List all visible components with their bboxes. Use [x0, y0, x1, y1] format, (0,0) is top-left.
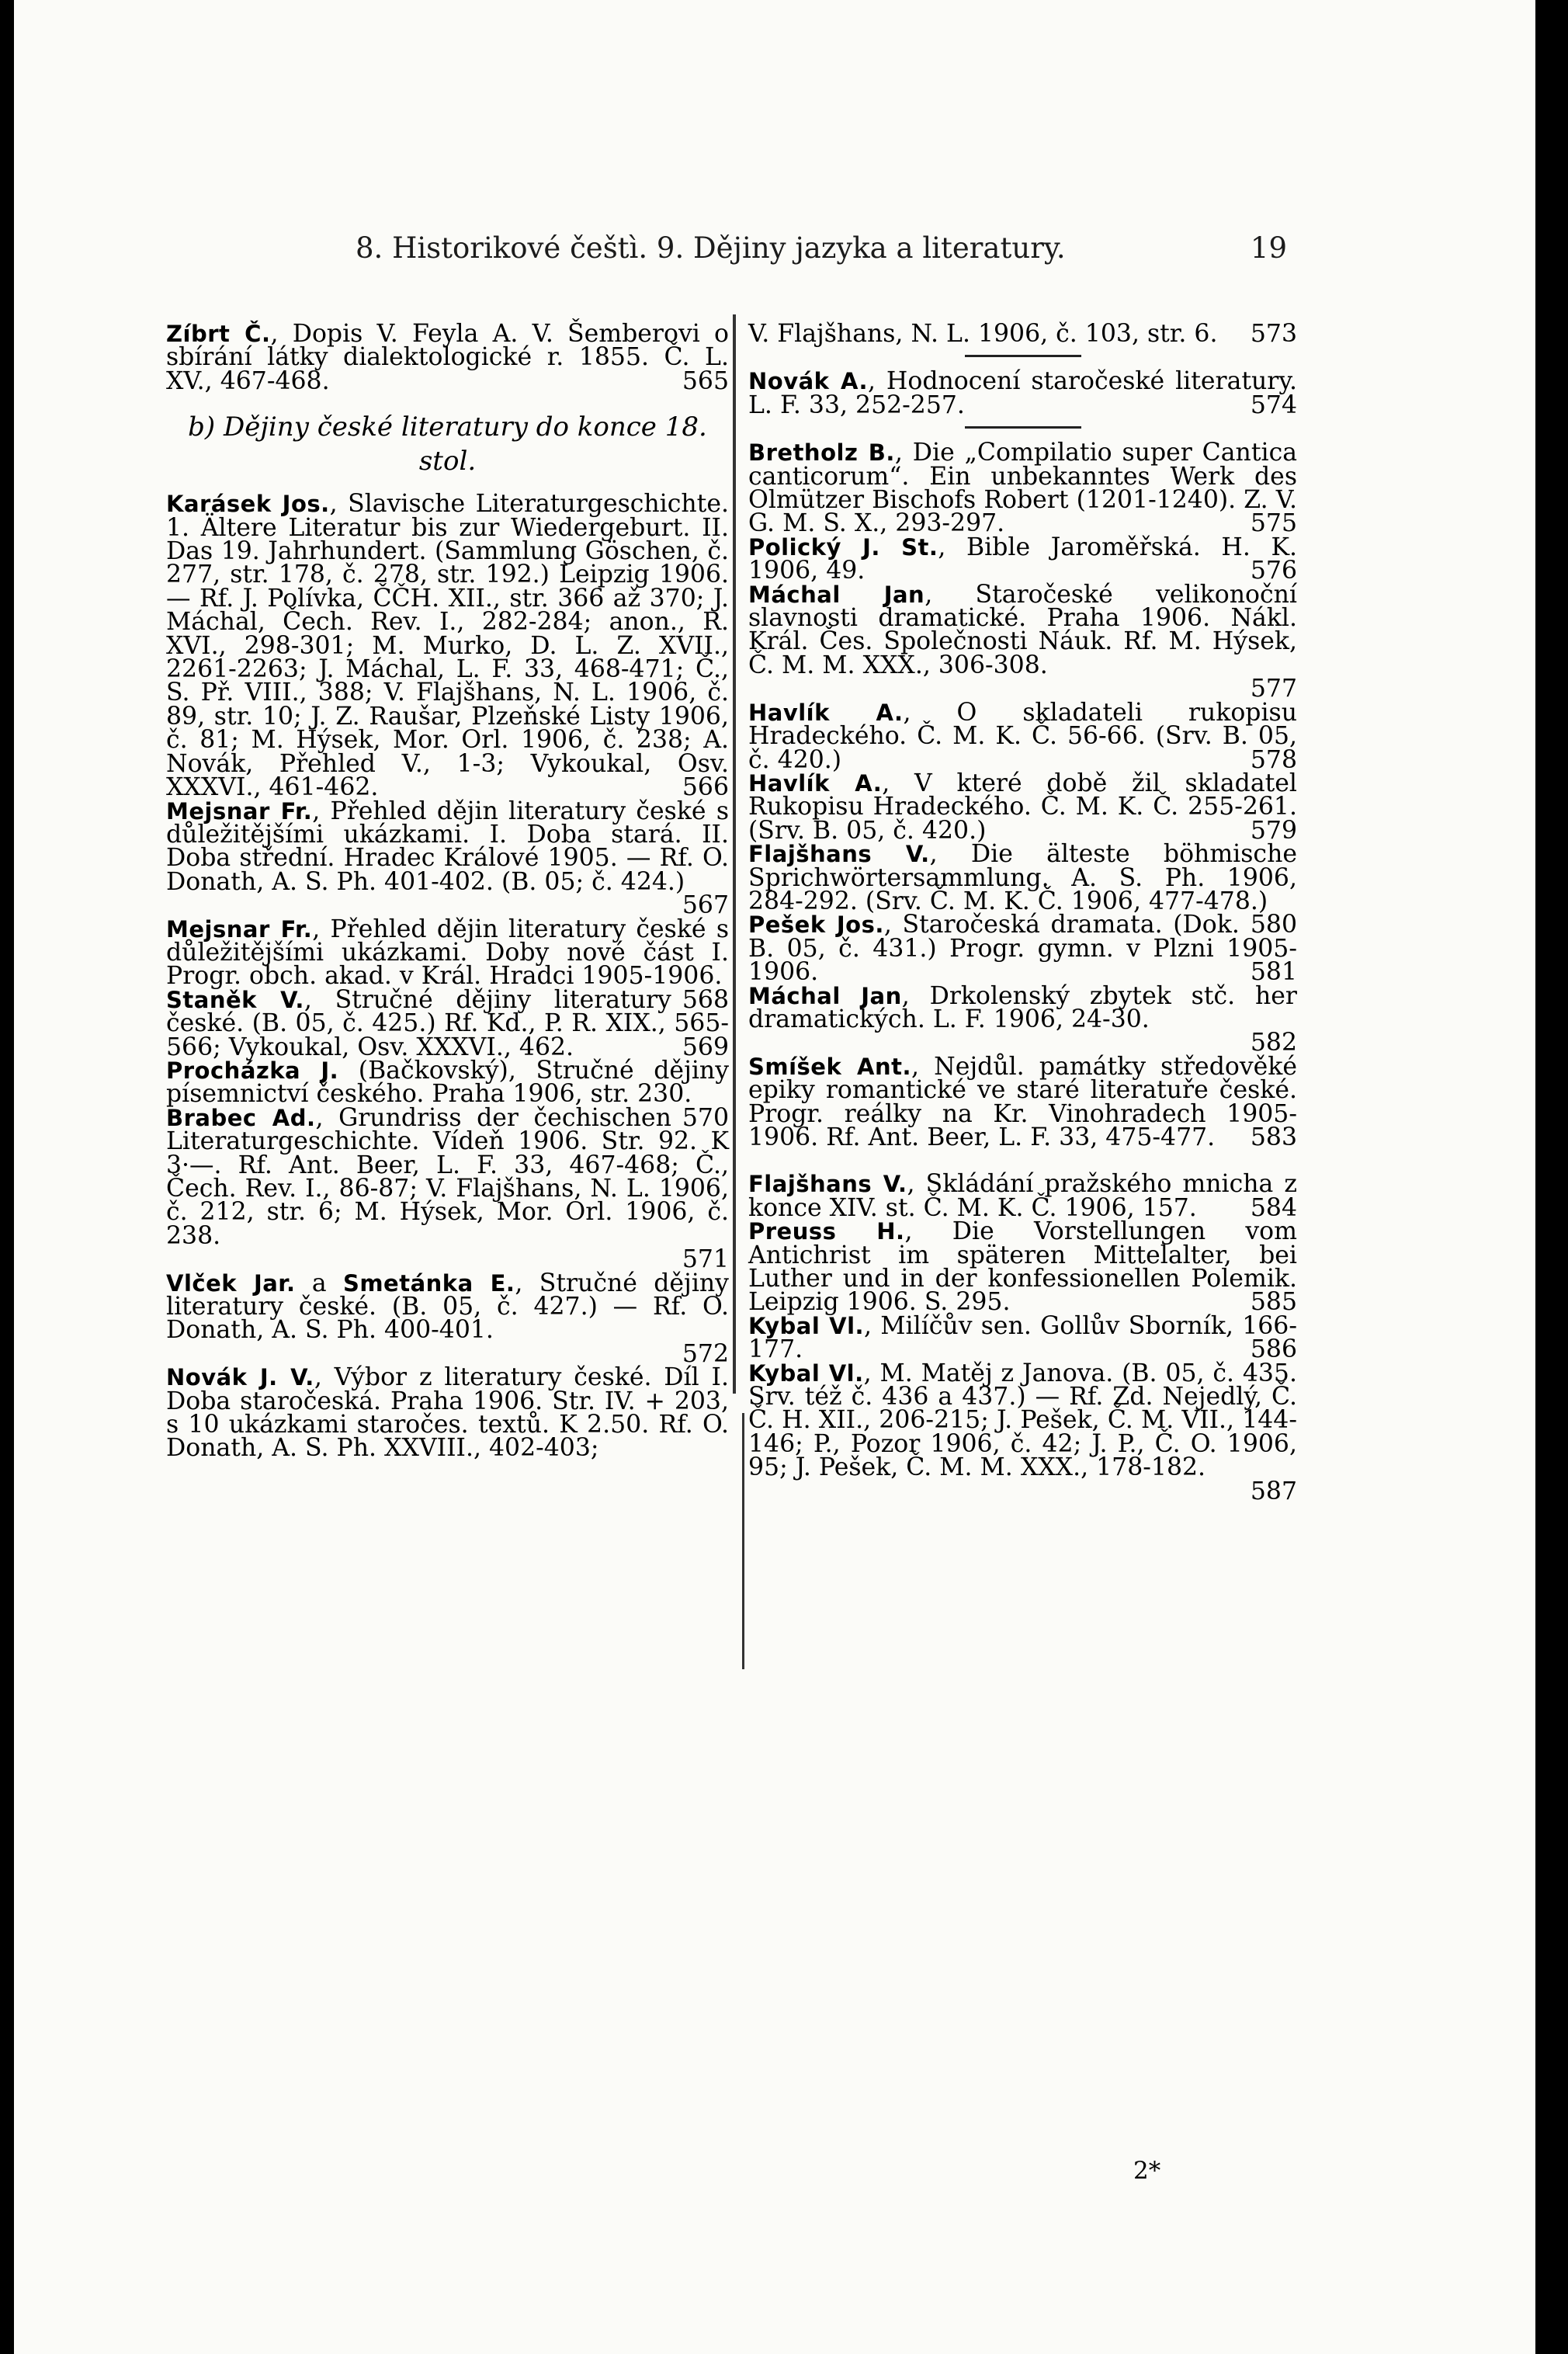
entry-text: , Slavische Literaturgeschichte. 1. Ältere Literatur bis zur Wiedergeburt. II. Das 19. Jahrhundert. (Sammlung Göschen, č. 277, str. 178, č. 278, str. 192.) Leipzig 1906. — Rf. J. Polívka, ČČH. XII., str. 366 až 370; J. Máchal, Čech. Rev. I., 282-284; anon., R. XVI., 298-301; M. Murko, D. L. Z. XVII., 2261-2263; J. Máchal, L. F. 33, 468-471; Č., S. Př. VIII., 388; V. Flajšhans, N. L. 1906, č. 89, str. 10; J. Z. Raušar, Plzeňské Listy 1906, č. 81; M. Hýsek, Mor. Orl. 1906, č. 238; A. Novák, Přehled V., 1-3; Vykoukal, Osv. XXXVI., 461-462.	[166, 490, 729, 802]
entry-number: 575	[1250, 509, 1297, 538]
entry-585	[748, 1217, 1297, 1317]
entry-author: Máchal Jan	[748, 581, 925, 608]
entry-text: , M. Matěj z Janova. (B. 05, č. 435. Srv. též č. 436 a 437.) — Rf. Zd. Nejedlý, Č. Č. H. XII., 206-215; J. Pešek, Č. M. VII., 144-146; P., Pozor 1906, č. 42; J. P., Č. O. 1906, 95; J. Pešek, Č. M. M. XXX., 178-182.	[748, 1359, 1297, 1482]
printer-signature: 2*	[1133, 2157, 1161, 2185]
entry-author: Kybal Vl.	[748, 1312, 865, 1339]
entry-number: 573	[1250, 320, 1297, 348]
entry-author: Novák J. V.	[166, 1364, 314, 1391]
entry-577	[748, 580, 1298, 703]
right-column	[748, 322, 1297, 1503]
entry-text: , Skládání pražského mnicha z konce XIV. st. Č. M. K. Č. 1906, 157.	[748, 1170, 1297, 1222]
entry-565	[166, 322, 729, 393]
entry-author: Mejsnar Fr.	[166, 915, 313, 943]
scan-edge	[0, 0, 14, 2354]
entry-574	[748, 367, 1297, 419]
entry-author: Havlík A.	[748, 699, 904, 726]
entry-author: Novák A.	[748, 368, 868, 395]
entry-583	[748, 1052, 1297, 1151]
section-heading: b) Dějiny české literatury do konce 18. stol.	[188, 411, 707, 477]
separator-rule	[965, 355, 1081, 357]
entry-number: 572	[682, 1339, 729, 1368]
entry-number: 587	[1250, 1477, 1297, 1505]
entry-567	[166, 797, 729, 920]
entry-author: Smíšek Ant.	[748, 1053, 911, 1080]
entry-number: 574	[1250, 391, 1297, 419]
entry-text: , Stručné dějiny literatury české. (B. 05, č. 427.) — Rf. O. Donath, A. S. Ph. 400-401.	[166, 1269, 729, 1345]
entry-number: 582	[1250, 1029, 1297, 1057]
entry-text: , Stručné dějiny literatury české. (B. 05, č. 425.) Rf. Kd., P. R. XIX., 565-566; Vykoukal, Osv. XXXVI., 462.	[166, 985, 729, 1061]
entry-author: Procházka J.	[166, 1057, 339, 1084]
entry-author-second: Smetánka E.	[342, 1269, 515, 1297]
entry-573-start	[166, 1363, 729, 1463]
entry-581	[748, 911, 1297, 987]
entry-author: Flajšhans V.	[748, 841, 930, 868]
entry-text: , Přehled dějin literatury české s důležitějšími ukázkami. I. Doba stará. II. Doba střední. Hradec Králové 1905. — Rf. O. Donath, A. S. Ph. 401-402. (B. 05; č. 424.)	[166, 797, 729, 896]
entry-586	[748, 1311, 1297, 1364]
entry-text: , Hodnocení staročeské literatury. L. F. 33, 252-257.	[748, 367, 1297, 419]
entry-author: Flajšhans V.	[748, 1171, 907, 1198]
entry-number: 568	[682, 985, 729, 1014]
entry-text: , Grundriss der čechischen Literaturgeschichte. Vídeň 1906. Str. 92. K 3·—. Rf. Ant. Beer, L. F. 33, 467-468; Č., Čech. Rev. I., 86-87; V. Flajšhans, N. L. 1906, č. 212, str. 6; M. Hýsek, Mor. Orl. 1906, č. 238.	[166, 1103, 729, 1250]
entry-number: 580	[1250, 911, 1297, 939]
entry-587	[748, 1359, 1297, 1505]
entry-text: , Drkolenský zbytek stč. her dramatických. L. F. 1906, 24-30.	[748, 981, 1297, 1033]
entry-number: 577	[1250, 675, 1297, 703]
entry-number: 569	[682, 1033, 729, 1061]
entry-text: , Die Vorstellungen vom Antichrist im späteren Mittelalter, bei Luther und in der konfessionellen Polemik. Leipzig 1906. S. 295.	[748, 1217, 1297, 1317]
running-header	[356, 231, 1287, 265]
entry-number: 586	[1250, 1335, 1297, 1364]
entry-text: , V které době žil skladatel Rukopisu Hradeckého. Č. M. K. Č. 255-261. (Srv. B. 05, č. 420.)	[748, 769, 1297, 845]
separator-rule	[965, 426, 1081, 429]
spacer	[748, 1149, 1297, 1172]
entry-584	[748, 1172, 1297, 1220]
entry-569	[166, 985, 729, 1061]
entry-text: , Nejdůl. památky středověké epiky romantické ve staré literatuře české. Progr. reálky na Kr. Vinohradech 1905-1906. Rf. Ant. Beer, L. F. 33, 475-477.	[748, 1052, 1297, 1151]
entry-author: Polický J. St.	[748, 533, 938, 561]
entry-566	[166, 490, 729, 802]
entry-number: 566	[682, 773, 729, 802]
entry-number: 571	[682, 1245, 729, 1274]
entry-author: Preuss H.	[748, 1218, 905, 1245]
header-title: 8. Historikové češtì. 9. Dějiny jazyka a literatury.	[356, 231, 1066, 265]
entry-text: (Bačkovský), Stručné dějiny písemnictví českého. Praha 1906, str. 230.	[166, 1056, 730, 1109]
entry-number: 581	[1250, 958, 1297, 987]
entry-author: Pešek Jos.	[748, 911, 884, 939]
entry-author: Kybal Vl.	[748, 1359, 864, 1387]
entry-text: , Die „Compilatio super Cantica canticorum“. Ein unbekanntes Werk des Olmützer Bischofs Robert (1201-1240). Z. V. G. M. S. X., 293-297.	[748, 439, 1297, 538]
entry-text: , Přehled dějin literatury české s důležitějšími ukázkami. Doby nové část I. Progr. obch. akad. v Král. Hradci 1905-1906.	[166, 915, 729, 991]
entry-579	[748, 769, 1297, 845]
entry-number: 578	[1250, 745, 1297, 774]
entry-author: Máchal Jan	[748, 982, 902, 1009]
entry-578	[748, 698, 1297, 774]
entry-author: Vlček Jar.	[166, 1269, 296, 1297]
entry-number: 584	[1250, 1193, 1297, 1222]
entry-number: 583	[1250, 1123, 1297, 1151]
entry-number: 567	[682, 891, 729, 920]
entry-author: Havlík A.	[748, 769, 883, 797]
entry-text-connector: a	[295, 1269, 343, 1297]
entry-number: 576	[1250, 557, 1297, 585]
entry-text: , Bible Jaroměřská. H. K. 1906, 49.	[748, 533, 1297, 585]
left-column	[166, 320, 730, 1463]
entry-author: Mejsnar Fr.	[166, 797, 313, 825]
entry-number: 565	[682, 366, 729, 395]
entry-author: Brabec Ad.	[166, 1104, 316, 1131]
page-number: 19	[1250, 231, 1287, 265]
entry-text: , Dopis V. Feyla A. V. Šemberovi o sbírání látky dialektologické r. 1855. Č. L. XV., 467-468.	[166, 320, 729, 395]
entry-573-end	[748, 320, 1297, 348]
entry-text: , Die älteste böhmische Sprichwörtersammlung. A. S. Ph. 1906, 284-292. (Srv. Č. M. K. Č. 1906, 477-478.)	[748, 840, 1297, 915]
entry-572	[166, 1269, 729, 1368]
entry-571	[166, 1103, 729, 1274]
entry-number: 579	[1250, 816, 1297, 845]
entry-text: , Výbor z literatury české. Díl I. Doba staročeská. Praha 1906. Str. IV. + 203, s 10 ukázkami staročes. textů. K 2.50. Rf. O. Donath, A. S. Ph. XXVIII., 402-403;	[166, 1363, 729, 1463]
entry-author: Zíbrt Č.	[166, 321, 271, 347]
entry-text: , Milíčův sen. Gollův Sborník, 166-177.	[748, 1311, 1297, 1364]
entry-text: V. Flajšhans, N. L. 1906, č. 103, str. 6.	[748, 320, 1218, 348]
entry-575	[748, 441, 1297, 536]
entry-text: , Staročeská dramata. (Dok. B. 05, č. 431.) Progr. gymn. v Plzni 1905-1906.	[748, 911, 1297, 987]
entry-number: 570	[682, 1103, 729, 1132]
entry-number: 585	[1250, 1288, 1297, 1317]
entry-author: Staněk V.	[166, 986, 304, 1013]
entry-author: Bretholz B.	[748, 439, 895, 467]
entry-text: , O skladateli rukopisu Hradeckého. Č. M. K. Č. 56-66. (Srv. B. 05, č. 420.)	[748, 698, 1297, 774]
entry-author: Karásek Jos.	[166, 491, 330, 518]
entry-582	[748, 981, 1297, 1057]
column-rule-lower	[742, 1413, 744, 1669]
entry-text: , Staročeské velikonoční slavnosti dramatické. Praha 1906. Nákl. Král. Čes. Společnosti Náuk. Rf. M. Hýsek, Č. M. M. XXX., 306-308.	[748, 580, 1298, 679]
entry-576	[748, 533, 1297, 585]
column-rule	[733, 314, 736, 1394]
